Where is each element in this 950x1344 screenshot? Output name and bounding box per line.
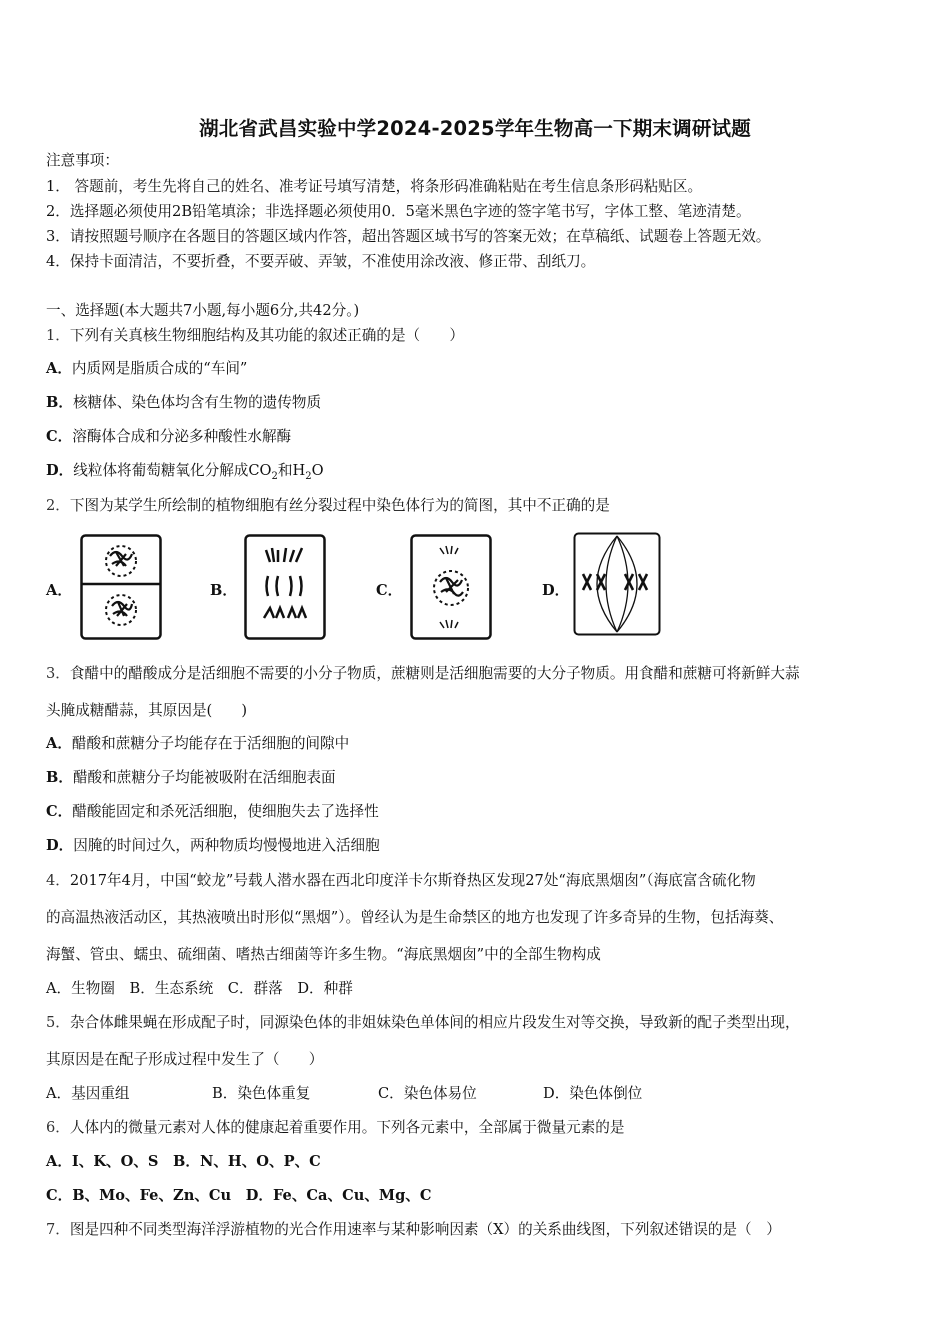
option-text: 线粒体将葡萄糖氧化分解成CO xyxy=(73,462,272,479)
q6-options-line-2: C．B、Mo、Fe、Zn、Cu D．Fe、Ca、Cu、Mg、C xyxy=(46,1187,432,1204)
q4-options: A．生物圈 B．生态系统 C．群落 D．种群 xyxy=(46,980,353,997)
subscript: 2 xyxy=(305,470,312,482)
figure-d-metaphase-cell xyxy=(573,532,661,636)
question-5-cont: 其原因是在配子形成过程中发生了（ ） xyxy=(46,1051,324,1068)
option-text: 醋酸和蔗糖分子均能被吸附在活细胞表面 xyxy=(72,769,336,786)
question-5 xyxy=(46,1014,800,1032)
q1-option-b: B．核糖体、染色体均含有生物的遗传物质 xyxy=(46,394,322,411)
figure-c-prophase-cell xyxy=(410,534,492,640)
figure-label-d: D． xyxy=(542,582,570,599)
question-3 xyxy=(46,665,800,683)
section-heading: 一、选择题(本大题共7小题,每小题6分,共42分。) xyxy=(46,302,360,319)
question-2 xyxy=(46,497,610,515)
q6-options-line-1: A．I、K、O、S B．N、H、O、P、C xyxy=(46,1153,321,1170)
question-7 xyxy=(46,1221,781,1239)
q3-option-d: D．因腌的时间过久，两种物质均慢慢地进入活细胞 xyxy=(46,837,380,854)
option-text: 因腌的时间过久，两种物质均慢慢地进入活细胞 xyxy=(73,837,380,854)
q3-option-c: C．醋酸能固定和杀死活细胞，使细胞失去了选择性 xyxy=(46,803,379,820)
q1-option-a: A．内质网是脂质合成的“车间” xyxy=(46,360,248,377)
option-text: 核糖体、染色体均含有生物的遗传物质 xyxy=(72,394,322,411)
question-number: 5． xyxy=(46,1014,70,1031)
figure-label-c: C． xyxy=(376,582,403,599)
q5-option-b: B．染色体重复 xyxy=(212,1085,311,1102)
option-text: 和H xyxy=(277,462,306,479)
notice-heading: 注意事项： xyxy=(46,152,119,169)
question-stem: 杂合体雌果蝇在形成配子时，同源染色体的非姐妹染色单体间的相应片段发生对等交换，导致新的配子类型出现， xyxy=(69,1014,800,1031)
figure-a-telophase-cell xyxy=(80,534,162,640)
q5-option-c: C．染色体易位 xyxy=(378,1085,477,1102)
figure-label-b: B． xyxy=(210,582,237,599)
q3-option-a: A．醋酸和蔗糖分子均能存在于活细胞的间隙中 xyxy=(46,735,350,752)
question-number: 7． xyxy=(46,1221,70,1238)
question-number: 4． xyxy=(46,872,70,889)
question-stem: 食醋中的醋酸成分是活细胞不需要的小分子物质，蔗糖则是活细胞需要的大分子物质。用食醋和蔗糖可将新鲜大蒜 xyxy=(69,665,800,682)
question-stem: 下列有关真核生物细胞结构及其功能的叙述正确的是（ ） xyxy=(69,327,464,344)
notice-item-3: 3．请按照题号顺序在各题目的答题区域内作答，超出答题区域书写的答案无效；在草稿纸、试题卷上答题无效。 xyxy=(46,228,771,245)
notice-item-2: 2．选择题必须使用2B铅笔填涂；非选择题必须使用0．5毫米黑色字迹的签字笔书写，字体工整、笔迹清楚。 xyxy=(46,203,751,220)
notice-item-4: 4．保持卡面清洁，不要折叠，不要弄破、弄皱，不准使用涂改液、修正带、刮纸刀。 xyxy=(46,253,596,270)
figure-b-anaphase-cell xyxy=(244,534,326,640)
q5-option-d: D．染色体倒位 xyxy=(543,1085,643,1102)
question-number: 6． xyxy=(46,1119,70,1136)
question-number: 1． xyxy=(46,327,70,344)
figure-label-a: A． xyxy=(46,582,72,599)
subscript: 2 xyxy=(271,470,278,482)
option-text: 醋酸和蔗糖分子均能存在于活细胞的间隙中 xyxy=(71,735,350,752)
option-text: O xyxy=(311,462,324,479)
question-stem: 下图为某学生所绘制的植物细胞有丝分裂过程中染色体行为的简图，其中不正确的是 xyxy=(69,497,610,514)
question-3-cont: 头腌成糖醋蒜，其原因是( ) xyxy=(46,702,248,719)
question-number: 2． xyxy=(46,497,70,514)
question-6 xyxy=(46,1119,624,1137)
notice-item-1: 1． 答题前，考生先将自己的姓名、准考证号填写清楚，将条形码准确粘贴在考生信息条形码粘贴区。 xyxy=(46,178,703,195)
question-4 xyxy=(46,872,756,890)
q5-option-a: A．基因重组 xyxy=(46,1085,130,1102)
question-1 xyxy=(46,327,464,345)
option-text: 醋酸能固定和杀死活细胞，使细胞失去了选择性 xyxy=(72,803,379,820)
question-stem: 人体内的微量元素对人体的健康起着重要作用。下列各元素中，全部属于微量元素的是 xyxy=(69,1119,625,1136)
question-stem: 2017年4月，中国“蛟龙”号载人潜水器在西北印度洋卡尔斯脊热区发现27处“海底黑烟囱”（海底富含硫化物 xyxy=(69,872,756,889)
option-text: 内质网是脂质合成的“车间” xyxy=(71,360,248,377)
question-stem: 图是四种不同类型海洋浮游植物的光合作用速率与某种影响因素（X）的关系曲线图，下列叙述错误的是（ ） xyxy=(69,1221,781,1238)
option-text: 溶酶体合成和分泌多种酸性水解酶 xyxy=(72,428,292,445)
question-number: 3． xyxy=(46,665,70,682)
mitosis-figures xyxy=(46,532,906,642)
question-4-cont-1: 的高温热液活动区，其热液喷出时形似“黑烟”）。曾经认为是生命禁区的地方也发现了许多奇异的生物，包括海葵、 xyxy=(46,909,784,926)
question-4-cont-2: 海蟹、管虫、蠕虫、硫细菌、嗜热古细菌等许多生物。“海底黑烟囱”中的全部生物构成 xyxy=(46,946,601,963)
q1-option-c: C．溶酶体合成和分泌多种酸性水解酶 xyxy=(46,428,292,445)
page-title: 湖北省武昌实验中学2024-2025学年生物高一下期末调研试题 xyxy=(199,117,751,140)
q1-option-d: D．线粒体将葡萄糖氧化分解成$CO_2$和$H_2O$ xyxy=(46,462,324,482)
q3-option-b: B．醋酸和蔗糖分子均能被吸附在活细胞表面 xyxy=(46,769,336,786)
